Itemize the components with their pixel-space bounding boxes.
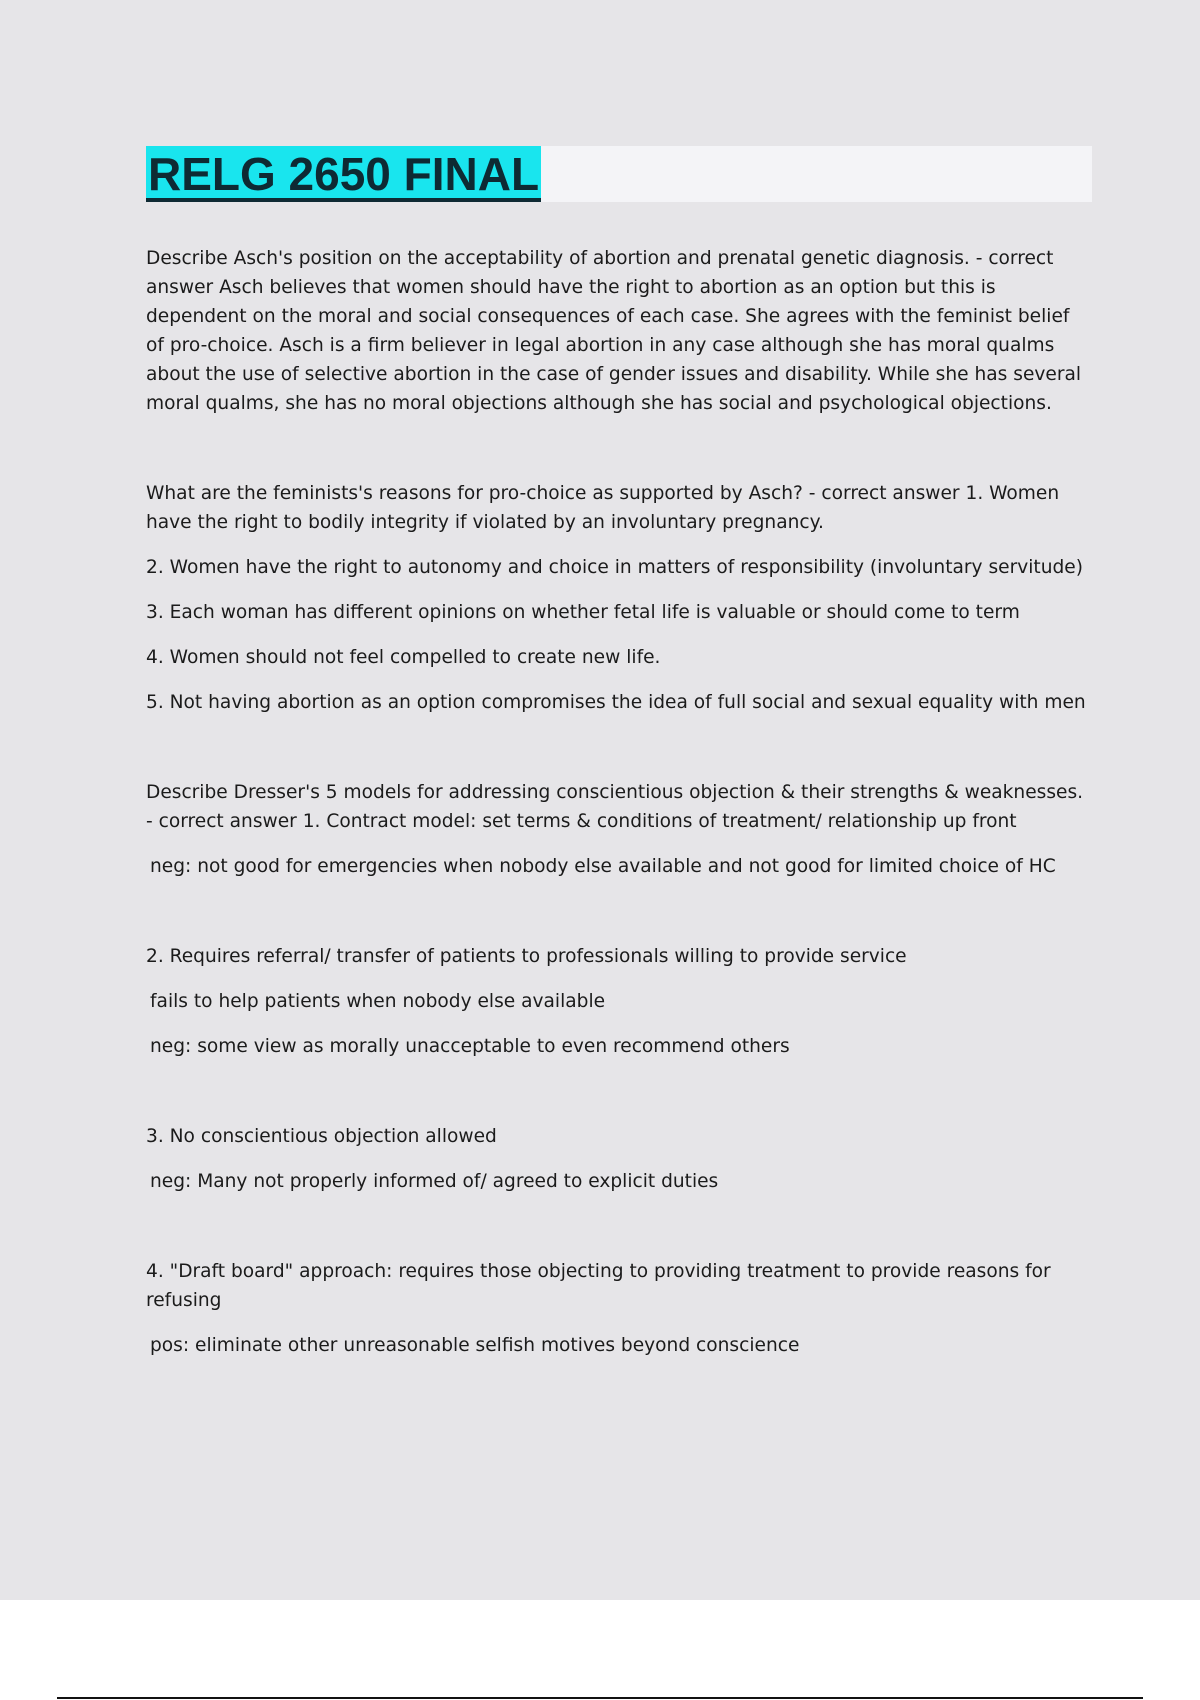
document-body	[146, 244, 1090, 1360]
paragraph-asch-position: Describe Asch's position on the acceptability of abortion and prenatal genetic diagnosis. - correct answer Asch believes that women should have the right to abortion as an option but this is dependent on the moral and social consequences of each case. She agrees with the feminist belief of pro-choice. Asch is a firm believer in legal abortion in any case although she has moral qualms about the use of selective abortion in the case of gender issues and disability. While she has several moral qualms, she has no moral objections although she has social and psychological objections.	[146, 248, 1082, 414]
list-item: 3. Each woman has different opinions on whether fetal life is valuable or should come to term	[146, 602, 1020, 623]
list-item: 3. No conscientious objection allowed	[146, 1126, 497, 1147]
list-item: neg: not good for emergencies when nobody else available and not good for limited choice of HC	[150, 856, 1056, 877]
list-item: 2. Women have the right to autonomy and choice in matters of responsibility (involuntary servitude)	[146, 557, 1083, 578]
list-item: 2. Requires referral/ transfer of patients to professionals willing to provide service	[146, 946, 907, 967]
list-item: neg: some view as morally unacceptable to even recommend others	[150, 1036, 790, 1057]
list-item: fails to help patients when nobody else available	[150, 991, 606, 1012]
list-item: 4. Women should not feel compelled to create new life.	[146, 647, 661, 668]
list-item: 4. "Draft board" approach: requires those objecting to providing treatment to provide reasons for refusing	[146, 1261, 1051, 1311]
footer-rule	[57, 1697, 1143, 1699]
paragraph-feminist-reasons: What are the feminists's reasons for pro-choice as supported by Asch? - correct answer 1. Women have the right to bodily integrity if violated by an involuntary pregnancy.	[146, 483, 1060, 533]
list-item: 5. Not having abortion as an option compromises the idea of full social and sexual equality with men	[146, 692, 1086, 713]
list-item: neg: Many not properly informed of/ agreed to explicit duties	[150, 1171, 719, 1192]
paragraph-dresser-models: Describe Dresser's 5 models for addressing conscientious objection & their strengths & weaknesses. - correct answer 1. Contract model: set terms & conditions of treatment/ relationship up front	[146, 782, 1084, 832]
list-item: pos: eliminate other unreasonable selfish motives beyond conscience	[150, 1335, 800, 1356]
document-title: RELG 2650 FINAL	[148, 148, 540, 200]
